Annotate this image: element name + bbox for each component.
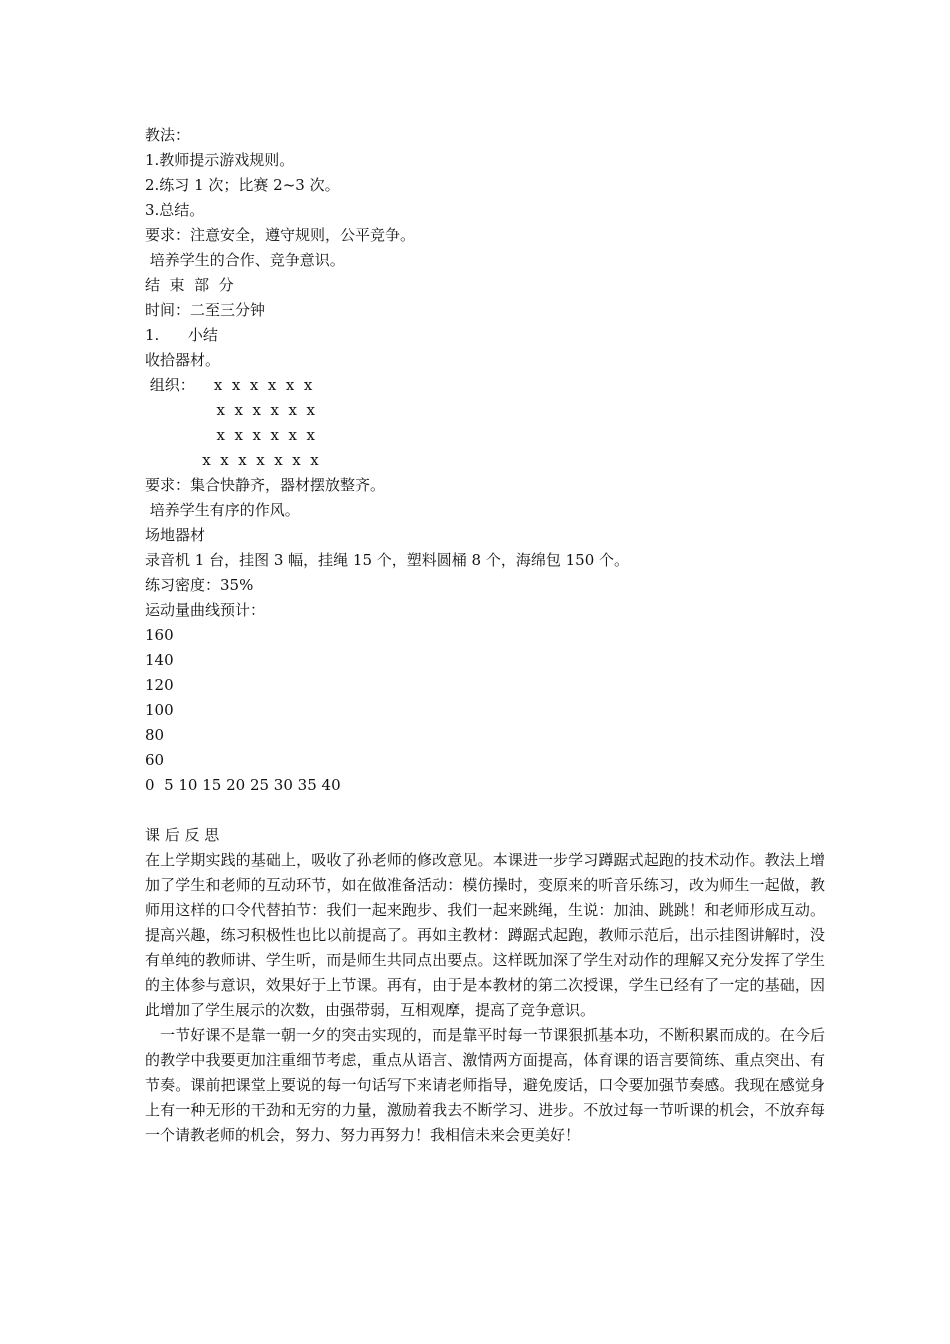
- curve-value-160: 160: [145, 626, 174, 644]
- method-step-3: 3.总结。: [145, 201, 205, 219]
- equipment-list: 录音机 1 台，挂图 3 幅，挂绳 15 个，塑料圆桶 8 个，海绵包 150 个。: [145, 551, 630, 569]
- cultivate-line: 培养学生的合作、竞争意识。: [145, 251, 345, 269]
- reflection-paragraph-2: 一节好课不是靠一朝一夕的突击实现的，而是靠平时每一节课狠抓基本功，不断积累而成的。在今后的教学中我要更加注重细节考虑，重点从语言、激情两方面提高，体育课的语言要简练、重点突出、有节奏。课前把课堂上要说的每一句话写下来请老师指导，避免废话，口令要加强节奏感。我现在感觉身上有一种无形的干劲和无穷的力量，激励着我去不断学习、进步。不放过每一节听课的机会，不放弃每一个请教老师的机会，努力、努力再努力！我相信未来会更美好！: [145, 1026, 825, 1144]
- formation-row-1: 组织： x x x x x x: [145, 376, 313, 394]
- requirement-line-2: 要求：集合快静齐，器材摆放整齐。: [145, 476, 386, 494]
- blank-line: [145, 798, 825, 823]
- method-step-2: 2.练习 1 次；比赛 2~3 次。: [145, 176, 340, 194]
- summary-item: 1. 小结: [145, 326, 218, 344]
- practice-density: 练习密度：35%: [145, 576, 254, 594]
- reflection-paragraph-1: 在上学期实践的基础上，吸收了孙老师的修改意见。本课进一步学习蹲踞式起跑的技术动作。教法上增加了学生和老师的互动环节，如在做准备活动：模仿操时，变原来的听音乐练习，改为师生一起做，教师用这样的口令代替拍节：我们一起来跑步、我们一起来跳绳，生说：加油、跳跳！和老师形成互动。提高兴趣，练习积极性也比以前提高了。再如主教材：蹲踞式起跑，教师示范后，出示挂图讲解时，没有单纯的教师讲、学生听，而是师生共同点出要点。这样既加深了学生对动作的理解又充分发挥了学生的主体参与意识，效果好于上节课。再有，由于是本教材的第二次授课，学生已经有了一定的基础，因此增加了学生展示的次数，由强带弱，互相观摩，提高了竞争意识。: [145, 851, 825, 1019]
- ending-section-heading: 结 束 部 分: [145, 276, 234, 294]
- formation-row-2: x x x x x x: [145, 401, 315, 419]
- formation-row-4: x x x x x x x: [145, 451, 319, 469]
- curve-value-120: 120: [145, 676, 174, 694]
- exercise-curve-heading: 运动量曲线预计：: [145, 601, 266, 619]
- reflection-heading: 课 后 反 思: [145, 826, 220, 844]
- formation-row-3: x x x x x x: [145, 426, 315, 444]
- method-step-1: 1.教师提示游戏规则。: [145, 151, 295, 169]
- requirement-line: 要求：注意安全，遵守规则，公平竞争。: [145, 226, 416, 244]
- document-page: [145, 123, 825, 1148]
- method-heading: 教法：: [145, 126, 191, 144]
- curve-value-100: 100: [145, 701, 174, 719]
- cultivate-line-2: 培养学生有序的作风。: [145, 501, 300, 519]
- collect-equipment-line: 收拾器材。: [145, 351, 221, 369]
- curve-time-axis: 0 5 10 15 20 25 30 35 40: [145, 776, 341, 794]
- venue-equipment-heading: 场地器材: [145, 526, 206, 544]
- curve-value-140: 140: [145, 651, 174, 669]
- time-line: 时间：二至三分钟: [145, 301, 266, 319]
- curve-value-80: 80: [145, 726, 165, 744]
- curve-value-60: 60: [145, 751, 165, 769]
